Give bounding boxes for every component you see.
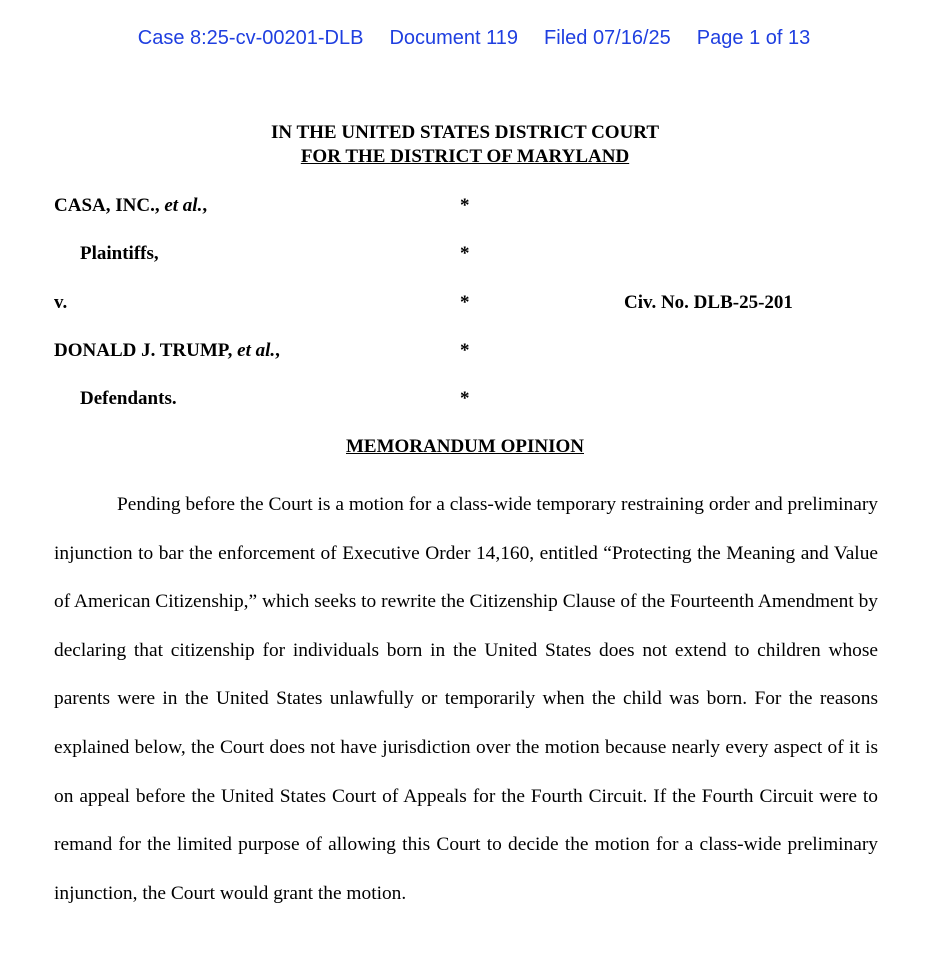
page-indicator: Page 1 of 13 [696,27,811,49]
caption-star: * [460,243,470,264]
caption-star: * [460,292,470,313]
caption-row-plaintiff [0,195,948,219]
caption-star: * [460,195,470,216]
body-paragraph: Pending before the Court is a motion for a class-wide temporary restraining order and preliminary injunction to bar the enforcement of Executive Order 14,160, entitled “Protecting the Meaning and Value of American Citizenship,” which seeks to rewrite the Citizenship Clause of the Fourteenth Amendment by declaring that citizenship for individuals born in the United States does not extend to children whose parents were in the United States unlawfully or temporarily when the child was born. For the reasons explained below, the Court does not have jurisdiction over the motion because nearly every aspect of it is on appeal before the United States Court of Appeals for the Fourth Circuit. If the Fourth Circuit were to remand for the limited purpose of allowing this Court to decide the motion for a class-wide preliminary injunction, the Court would grant the motion. [54,494,878,904]
caption-row-defendants-label [0,388,948,412]
caption-row-defendant [0,340,948,364]
caption-star: * [460,388,470,409]
versus-label: v. [54,292,68,313]
defendant-name: DONALD J. TRUMP, et al., [54,340,280,361]
case-number: Case 8:25-cv-00201-DLB [137,27,364,49]
plaintiff-name: CASA, INC., et al., [54,195,208,216]
court-name-line2: FOR THE DISTRICT OF MARYLAND [300,146,630,167]
plaintiffs-label: Plaintiffs, [80,243,159,264]
defendants-label: Defendants. [80,388,177,409]
filing-stamp-header [0,27,948,50]
civil-case-number: Civ. No. DLB-25-201 [624,292,793,313]
document-number: Document 119 [389,27,519,49]
court-name-line1: IN THE UNITED STATES DISTRICT COURT [270,122,660,143]
caption-row-versus [0,292,948,316]
filed-date: Filed 07/16/25 [544,27,671,49]
caption-row-plaintiffs-label [0,243,948,267]
caption-star: * [460,340,470,361]
memorandum-title: MEMORANDUM OPINION [345,436,584,457]
